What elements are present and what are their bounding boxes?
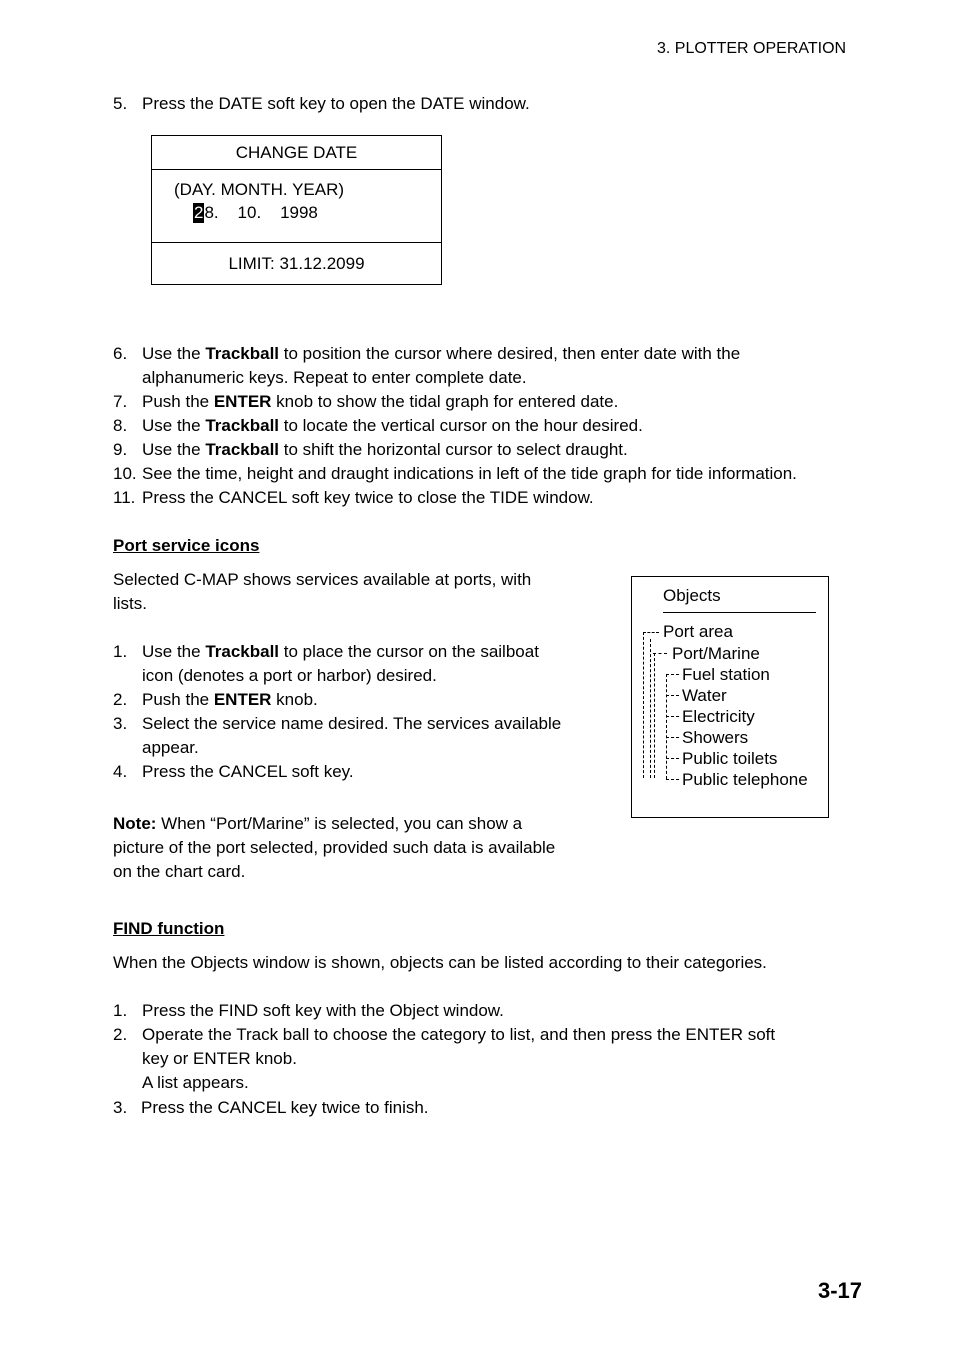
step-number: 4.: [113, 762, 128, 781]
step-text: Push the ENTER knob.: [142, 690, 318, 709]
step-text: Use the Trackball to place the cursor on the sailboat: [142, 642, 539, 661]
tree-connector: [666, 674, 679, 675]
tree-connector: [654, 653, 655, 778]
objects-window: [631, 576, 829, 818]
step-text-continued: appear.: [142, 738, 199, 757]
step-number: 2.: [113, 690, 128, 709]
step-number: 2.: [113, 1025, 128, 1044]
tree-leaf-electricity[interactable]: Electricity: [682, 707, 755, 726]
tree-connector: [653, 653, 667, 654]
date-value: [193, 203, 318, 223]
step-number: 5.: [113, 94, 128, 113]
step-text: Press the DATE soft key to open the DATE window.: [142, 94, 530, 113]
note-line: on the chart card.: [113, 862, 246, 881]
tree-connector: [666, 737, 679, 738]
step-text-continued: A list appears.: [142, 1073, 249, 1092]
step-text: Press the CANCEL key twice to finish.: [141, 1098, 429, 1117]
date-cursor: 2: [194, 203, 204, 222]
paragraph-line: Selected C-MAP shows services available at ports, with: [113, 570, 532, 589]
step-text: Use the Trackball to shift the horizontal cursor to select draught.: [142, 440, 628, 459]
step-text: See the time, height and draught indications in left of the tide graph for tide information.: [142, 464, 797, 483]
note-line: Note: When “Port/Marine” is selected, you can show a: [113, 814, 523, 833]
step-text-continued: icon (denotes a port or harbor) desired.: [142, 666, 437, 685]
step-number: 3.: [113, 714, 128, 733]
step-text: Select the service name desired. The services available: [142, 714, 562, 733]
tree-connector: [650, 639, 651, 778]
tree-node-port-marine[interactable]: Port/Marine: [672, 644, 760, 663]
step-number: 9.: [113, 440, 128, 459]
tree-leaf-showers[interactable]: Showers: [682, 728, 749, 747]
step-number: 7.: [113, 392, 128, 411]
step-text: Press the FIND soft key with the Object window.: [142, 1001, 504, 1020]
tree-connector: [666, 758, 679, 759]
paragraph-line: When the Objects window is shown, objects can be listed according to their categories.: [113, 953, 767, 972]
tree-connector: [666, 779, 679, 780]
section-heading: FIND function: [113, 919, 225, 938]
step-number: 1.: [113, 1001, 128, 1020]
step-text-continued: alphanumeric keys. Repeat to enter complete date.: [142, 368, 527, 387]
objects-title: Objects: [663, 586, 721, 605]
change-date-window: [151, 135, 442, 285]
date-limit: LIMIT: 31.12.2099: [228, 254, 365, 273]
step-text: Press the CANCEL soft key.: [142, 762, 354, 781]
tree-leaf-water[interactable]: Water: [682, 686, 727, 705]
tree-leaf-public-toilets[interactable]: Public toilets: [682, 749, 778, 768]
tree-connector: [666, 716, 679, 717]
date-value-rest: 8. 10. 1998: [204, 203, 318, 222]
tree-connector: [643, 632, 659, 633]
step-number: 1.: [113, 642, 128, 661]
tree-leaf-public-telephone[interactable]: Public telephone: [682, 770, 808, 789]
tree-node-port-area[interactable]: Port area: [663, 622, 733, 641]
tree-connector: [666, 695, 679, 696]
step-number: 6.: [113, 344, 128, 363]
step-text: Operate the Track ball to choose the category to list, and then press the ENTER soft: [142, 1025, 776, 1044]
change-date-title: CHANGE DATE: [152, 136, 441, 170]
objects-title-rule: [663, 612, 816, 613]
date-window-divider: [152, 242, 441, 243]
step-number: 3.: [113, 1098, 128, 1117]
step-text-continued: key or ENTER knob.: [142, 1049, 297, 1068]
step-text: Press the CANCEL soft key twice to close the TIDE window.: [142, 488, 594, 507]
tree-leaf-fuel-station[interactable]: Fuel station: [682, 665, 770, 684]
section-heading: Port service icons: [113, 536, 260, 555]
note-line: picture of the port selected, provided such data is available: [113, 838, 556, 857]
page-number: 3-17: [818, 1278, 863, 1303]
tree-connector: [643, 632, 644, 778]
tree-connector: [666, 674, 667, 779]
step-number: 8.: [113, 416, 128, 435]
step-text: Use the Trackball to position the cursor where desired, then enter date with the: [142, 344, 741, 363]
date-format-label: (DAY. MONTH. YEAR): [174, 180, 345, 199]
step-text: Use the Trackball to locate the vertical cursor on the hour desired.: [142, 416, 643, 435]
paragraph-line: lists.: [113, 594, 147, 613]
section-header: 3. PLOTTER OPERATION: [657, 40, 847, 57]
step-number: 10.: [113, 464, 137, 483]
step-number: 11.: [113, 488, 136, 507]
step-text: Push the ENTER knob to show the tidal graph for entered date.: [142, 392, 619, 411]
